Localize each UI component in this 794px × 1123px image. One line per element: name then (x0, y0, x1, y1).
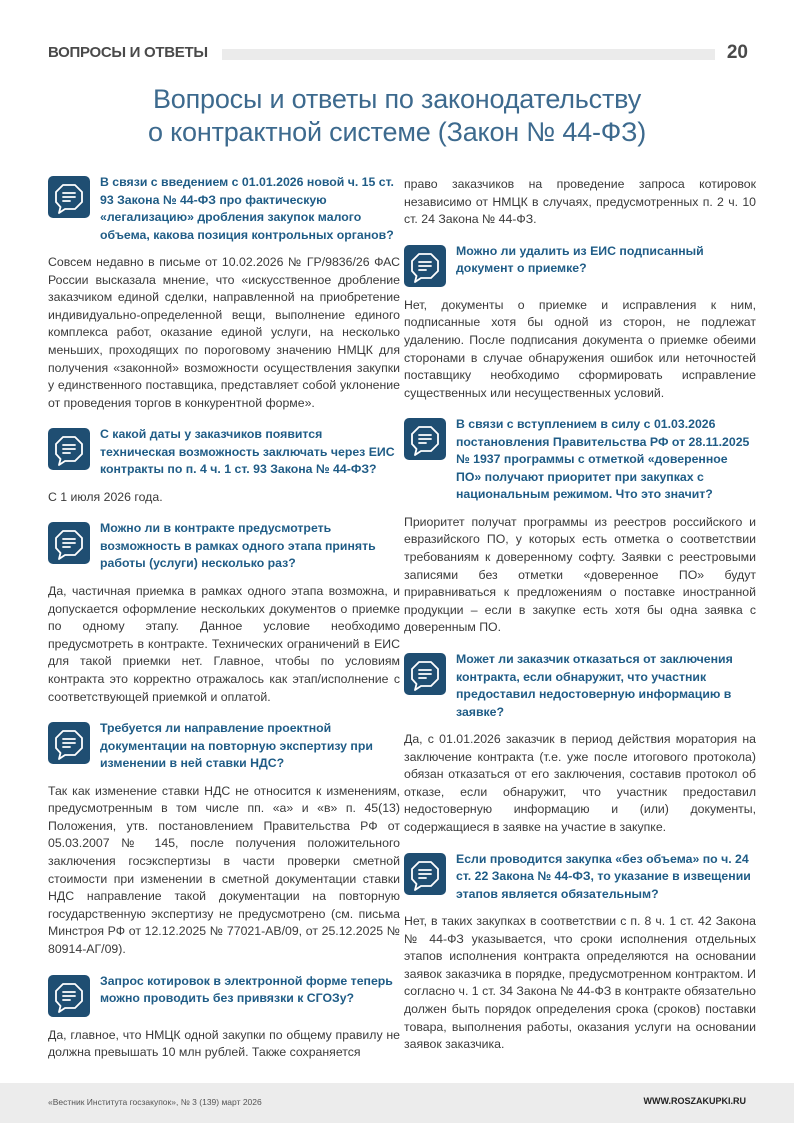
answer-text: Так как изменение ставки НДС не относится к изменениям, предусмотренным в том числе пп. «а» и «в» п. 45(13) Положения, утв. постановлением Правительства РФ от 05.03.2007 № 145, после получения положительного заключения госэкспертизы в части проверки сметной стоимости при изменении в сметной документации ставки НДС направление такой документации на повторную государственную экспертизу не предусмотрено (см. письма Минстроя РФ от 12.12.2025 № 77021-АВ/09, от 25.12.2025 № 80914-АГ/09). (48, 783, 400, 956)
speech-bubble-icon (404, 853, 446, 895)
left-column (48, 174, 400, 1076)
question-text: Если проводится закупка «без объема» по ч. 24 ст. 22 Закона № 44-ФЗ, то указание в извещении этапов является обязательным? (456, 851, 751, 901)
title-line-2: о контрактной системе (Закон № 44-ФЗ) (148, 117, 646, 147)
question (404, 416, 756, 504)
answer-text: Да, главное, что НМЦК одной закупки по общему правилу не должна превышать 10 млн рублей. Также сохраняется (48, 1027, 400, 1060)
question-text: Может ли заказчик отказаться от заключения контракта, если обнаружит, что участник предоставил недостоверную информацию в заявке? (456, 652, 733, 719)
right-column (404, 176, 756, 1068)
qa-item (404, 651, 756, 837)
answer-text: Да, с 01.01.2026 заказчик в период действия моратория на заключение контракта (т.е. уже после итогового протокола) обязан отказаться от его заключения, составив протокол об отказе, если обнаружит, что участник предоставил недостоверную информацию и (или) документы, содержащиеся в заявке на участие в закупке. (404, 732, 756, 834)
question-text: Требуется ли направление проектной документации на повторную экспертизу при изменении в ней ставки НДС? (100, 721, 373, 771)
question (48, 520, 400, 573)
qa-item (48, 174, 400, 412)
qa-item (48, 426, 400, 506)
speech-bubble-icon (404, 418, 446, 460)
qa-item (404, 851, 756, 1054)
question (404, 651, 756, 721)
question (48, 720, 400, 773)
question (48, 426, 400, 479)
question (404, 851, 756, 904)
question (404, 243, 756, 287)
qa-item (48, 520, 400, 706)
website-link[interactable]: WWW.ROSZAKUPKI.RU (643, 1096, 746, 1106)
question-text: Запрос котировок в электронной форме теперь можно проводить без привязки к СГОЗу? (100, 973, 393, 1006)
qa-item (48, 973, 400, 1062)
title-line-1: Вопросы и ответы по законодательству (153, 84, 641, 114)
question-text: С какой даты у заказчиков появится техническая возможность заключать через ЕИС контракты по п. 4 ч. 1 ст. 93 Закона № 44-ФЗ? (100, 427, 395, 477)
answer-text: Нет, в таких закупках в соответствии с п. 8 ч. 1 ст. 42 Закона № 44-ФЗ указывается, что сроки исполнения отдельных этапов исполнения контракта определяются на основании заявок заказчика в порядке, предусмотренном контрактом. И согласно ч. 1 ст. 34 Закона № 44-ФЗ в контракте обязательно должен быть порядок определения срока (сроков) поставки товара, выполнения работы, оказания услуги на основании заявок заказчика. (404, 914, 756, 1052)
question (48, 973, 400, 1017)
question-text: Можно ли в контракте предусмотреть возможность в рамках одного этапа принять работы (услуги) несколько раз? (100, 521, 376, 571)
speech-bubble-icon (48, 722, 90, 764)
header-rule (222, 49, 715, 60)
qa-item (404, 416, 756, 637)
answer-text: Да, частичная приемка в рамках одного этапа возможна, и допускается оформление нескольких документов о приемке по одному этапу. Данное условие необходимо предусмотреть в контракте. Технических ограничений в ЕИС для такой приемки нет. Главное, чтобы по условиям контракта это корректно отражалось как этап/исполнение с соответствующей приемкой и оплатой. (48, 583, 400, 704)
answer-text: Совсем недавно в письме от 10.02.2026 № ГР/9836/26 ФАС России высказала мнение, что «искусственное дробление заказчиком единой сделки, направленной на приобретение индивидуально-определенной вещи, выполнение единого комплекса работ, оказание единой услуги, на несколько меньших, проходящих по пороговому значению НМЦК для получения «законной» возможности осуществления закупки у единственного поставщика, представляет собой уклонение от проведения торгов в конкурентной форме». (48, 255, 400, 410)
section-label: ВОПРОСЫ И ОТВЕТЫ (48, 44, 208, 61)
question-text: Можно ли удалить из ЕИС подписанный документ о приемке? (456, 243, 704, 276)
question-text: В связи с введением с 01.01.2026 новой ч. 15 ст. 93 Закона № 44-ФЗ про фактическую «легализацию» дробления закупок малого объема, какова позиция контрольных органов? (100, 175, 394, 242)
qa-item (48, 720, 400, 958)
page-number: 20 (726, 42, 748, 63)
speech-bubble-icon (404, 653, 446, 695)
answer-text: Нет, документы о приемке и исправления к ним, подписанные хотя бы одной из сторон, не подлежат удалению. После подписания документа о приемке обеими сторонами в случае обнаружения ошибок или неточностей поставщику необходимо сформировать исправление существенных или несущественных условий. (404, 297, 756, 400)
question (48, 174, 400, 244)
question-text: В связи с вступлением в силу с 01.03.2026 постановления Правительства РФ от 28.11.2025 № 1937 программы с отметкой «доверенное ПО» получают приоритет при закупках с национальным режимом. Что это значит? (456, 417, 750, 502)
page-header (48, 43, 748, 65)
publication-info: «Вестник Института госзакупок», № 3 (139) март 2026 (48, 1097, 262, 1107)
speech-bubble-icon (48, 176, 90, 218)
answer-text: Приоритет получат программы из реестров российского и евразийского ПО, у которых есть отметка о соответствии требованиям к доверенному софту. Заявки с реестровыми записями без отметки «доверенное ПО» будут приравниваться к предложениям о поставке иностранной продукции – если в закупке есть хотя бы одна заявка с доверенным ПО. (404, 514, 756, 635)
speech-bubble-icon (48, 428, 90, 470)
speech-bubble-icon (404, 245, 446, 287)
qa-item (404, 243, 756, 403)
speech-bubble-icon (48, 522, 90, 564)
speech-bubble-icon (48, 975, 90, 1017)
answer-text: С 1 июля 2026 года. (48, 489, 163, 504)
page-title (0, 83, 794, 149)
continued-answer-text: право заказчиков на проведение запроса котировок независимо от НМЦК в случаях, предусмотренных п. 2 ч. 10 ст. 24 Закона № 44-ФЗ. (404, 177, 756, 227)
page-footer (0, 1083, 794, 1123)
